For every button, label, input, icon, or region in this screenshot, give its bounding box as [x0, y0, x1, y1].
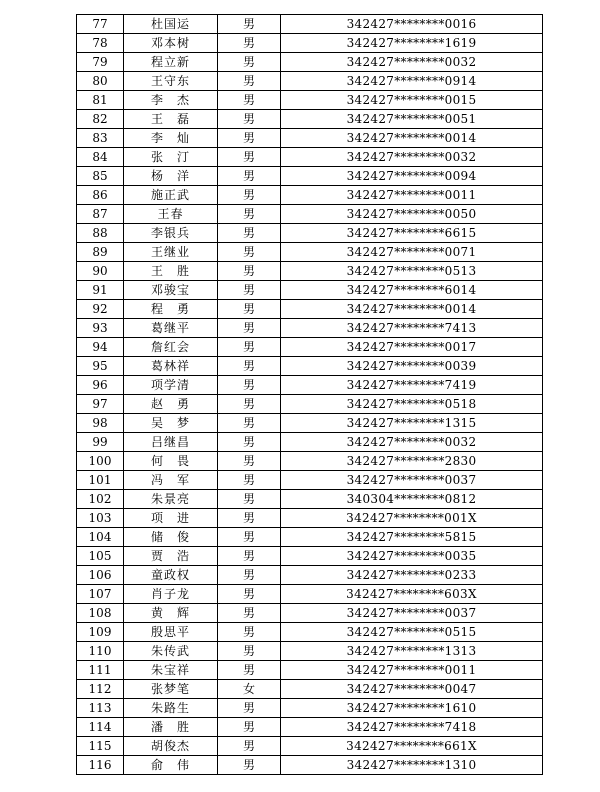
gender: 男 — [218, 433, 281, 452]
person-name: 程 勇 — [124, 300, 218, 319]
row-number: 85 — [77, 167, 124, 186]
row-number: 100 — [77, 452, 124, 471]
id-number: 342427********0914 — [281, 72, 543, 91]
table-row — [77, 34, 543, 53]
row-number: 104 — [77, 528, 124, 547]
gender: 男 — [218, 262, 281, 281]
person-name: 张 汀 — [124, 148, 218, 167]
gender: 男 — [218, 623, 281, 642]
gender: 男 — [218, 148, 281, 167]
id-number: 342427********0037 — [281, 471, 543, 490]
person-name: 杨 洋 — [124, 167, 218, 186]
table-row — [77, 756, 543, 775]
table-row — [77, 110, 543, 129]
id-number: 342427********001X — [281, 509, 543, 528]
person-name: 詹红会 — [124, 338, 218, 357]
row-number: 93 — [77, 319, 124, 338]
table-row — [77, 737, 543, 756]
table-row — [77, 205, 543, 224]
person-name: 李银兵 — [124, 224, 218, 243]
person-name: 杜国运 — [124, 15, 218, 34]
gender: 男 — [218, 72, 281, 91]
table-row — [77, 338, 543, 357]
person-name: 邓本树 — [124, 34, 218, 53]
id-number: 342427********0032 — [281, 148, 543, 167]
roster-table — [76, 14, 543, 775]
id-number: 342427********661X — [281, 737, 543, 756]
roster-table-body — [77, 15, 543, 775]
row-number: 89 — [77, 243, 124, 262]
gender: 男 — [218, 528, 281, 547]
table-row — [77, 547, 543, 566]
gender: 男 — [218, 547, 281, 566]
gender: 男 — [218, 395, 281, 414]
row-number: 108 — [77, 604, 124, 623]
table-row — [77, 509, 543, 528]
table-row — [77, 243, 543, 262]
table-row — [77, 186, 543, 205]
person-name: 王继业 — [124, 243, 218, 262]
gender: 男 — [218, 566, 281, 585]
person-name: 程立新 — [124, 53, 218, 72]
table-row — [77, 680, 543, 699]
gender: 男 — [218, 509, 281, 528]
row-number: 114 — [77, 718, 124, 737]
id-number: 342427********0011 — [281, 186, 543, 205]
table-row — [77, 357, 543, 376]
person-name: 王 磊 — [124, 110, 218, 129]
id-number: 342427********0047 — [281, 680, 543, 699]
table-row — [77, 395, 543, 414]
person-name: 吕继昌 — [124, 433, 218, 452]
person-name: 肖子龙 — [124, 585, 218, 604]
id-number: 342427********0050 — [281, 205, 543, 224]
row-number: 81 — [77, 91, 124, 110]
row-number: 87 — [77, 205, 124, 224]
table-row — [77, 319, 543, 338]
person-name: 俞 伟 — [124, 756, 218, 775]
person-name: 李 杰 — [124, 91, 218, 110]
person-name: 王春 — [124, 205, 218, 224]
table-row — [77, 604, 543, 623]
person-name: 项学清 — [124, 376, 218, 395]
person-name: 项 进 — [124, 509, 218, 528]
gender: 男 — [218, 110, 281, 129]
gender: 男 — [218, 224, 281, 243]
person-name: 朱宝祥 — [124, 661, 218, 680]
id-number: 342427********0014 — [281, 129, 543, 148]
person-name: 邓骏宝 — [124, 281, 218, 300]
row-number: 107 — [77, 585, 124, 604]
gender: 女 — [218, 680, 281, 699]
gender: 男 — [218, 53, 281, 72]
row-number: 102 — [77, 490, 124, 509]
table-row — [77, 129, 543, 148]
id-number: 342427********0016 — [281, 15, 543, 34]
row-number: 92 — [77, 300, 124, 319]
person-name: 王守东 — [124, 72, 218, 91]
person-name: 葛继平 — [124, 319, 218, 338]
id-number: 342427********0515 — [281, 623, 543, 642]
row-number: 99 — [77, 433, 124, 452]
id-number: 342427********0513 — [281, 262, 543, 281]
person-name: 李 灿 — [124, 129, 218, 148]
id-number: 342427********6014 — [281, 281, 543, 300]
id-number: 342427********1619 — [281, 34, 543, 53]
person-name: 赵 勇 — [124, 395, 218, 414]
table-row — [77, 433, 543, 452]
row-number: 116 — [77, 756, 124, 775]
gender: 男 — [218, 338, 281, 357]
row-number: 95 — [77, 357, 124, 376]
id-number: 342427********1315 — [281, 414, 543, 433]
person-name: 朱景亮 — [124, 490, 218, 509]
table-row — [77, 528, 543, 547]
gender: 男 — [218, 718, 281, 737]
gender: 男 — [218, 490, 281, 509]
row-number: 112 — [77, 680, 124, 699]
table-row — [77, 623, 543, 642]
gender: 男 — [218, 642, 281, 661]
table-row — [77, 471, 543, 490]
gender: 男 — [218, 737, 281, 756]
id-number: 342427********7413 — [281, 319, 543, 338]
person-name: 黄 辉 — [124, 604, 218, 623]
gender: 男 — [218, 281, 281, 300]
table-row — [77, 300, 543, 319]
id-number: 342427********5815 — [281, 528, 543, 547]
table-row — [77, 376, 543, 395]
row-number: 91 — [77, 281, 124, 300]
person-name: 葛林祥 — [124, 357, 218, 376]
gender: 男 — [218, 376, 281, 395]
person-name: 胡俊杰 — [124, 737, 218, 756]
gender: 男 — [218, 756, 281, 775]
table-row — [77, 167, 543, 186]
id-number: 342427********0011 — [281, 661, 543, 680]
row-number: 113 — [77, 699, 124, 718]
gender: 男 — [218, 661, 281, 680]
row-number: 96 — [77, 376, 124, 395]
id-number: 342427********0071 — [281, 243, 543, 262]
gender: 男 — [218, 129, 281, 148]
table-row — [77, 718, 543, 737]
row-number: 80 — [77, 72, 124, 91]
row-number: 90 — [77, 262, 124, 281]
id-number: 342427********2830 — [281, 452, 543, 471]
id-number: 342427********0051 — [281, 110, 543, 129]
table-row — [77, 224, 543, 243]
person-name: 何 畏 — [124, 452, 218, 471]
gender: 男 — [218, 699, 281, 718]
gender: 男 — [218, 186, 281, 205]
id-number: 342427********0032 — [281, 433, 543, 452]
table-row — [77, 661, 543, 680]
gender: 男 — [218, 452, 281, 471]
id-number: 342427********6615 — [281, 224, 543, 243]
table-row — [77, 452, 543, 471]
row-number: 97 — [77, 395, 124, 414]
person-name: 王 胜 — [124, 262, 218, 281]
table-row — [77, 91, 543, 110]
person-name: 施正武 — [124, 186, 218, 205]
id-number: 342427********0039 — [281, 357, 543, 376]
table-row — [77, 281, 543, 300]
row-number: 83 — [77, 129, 124, 148]
gender: 男 — [218, 300, 281, 319]
gender: 男 — [218, 34, 281, 53]
table-row — [77, 414, 543, 433]
gender: 男 — [218, 15, 281, 34]
person-name: 贾 浩 — [124, 547, 218, 566]
row-number: 94 — [77, 338, 124, 357]
id-number: 342427********0014 — [281, 300, 543, 319]
person-name: 朱路生 — [124, 699, 218, 718]
table-row — [77, 72, 543, 91]
table-row — [77, 585, 543, 604]
person-name: 潘 胜 — [124, 718, 218, 737]
row-number: 84 — [77, 148, 124, 167]
id-number: 340304********0812 — [281, 490, 543, 509]
gender: 男 — [218, 205, 281, 224]
id-number: 342427********1610 — [281, 699, 543, 718]
row-number: 103 — [77, 509, 124, 528]
table-row — [77, 490, 543, 509]
row-number: 88 — [77, 224, 124, 243]
id-number: 342427********1313 — [281, 642, 543, 661]
gender: 男 — [218, 91, 281, 110]
table-row — [77, 566, 543, 585]
id-number: 342427********0035 — [281, 547, 543, 566]
gender: 男 — [218, 604, 281, 623]
gender: 男 — [218, 585, 281, 604]
row-number: 105 — [77, 547, 124, 566]
gender: 男 — [218, 471, 281, 490]
table-row — [77, 262, 543, 281]
person-name: 殷思平 — [124, 623, 218, 642]
table-row — [77, 53, 543, 72]
id-number: 342427********1310 — [281, 756, 543, 775]
id-number: 342427********0032 — [281, 53, 543, 72]
row-number: 109 — [77, 623, 124, 642]
row-number: 78 — [77, 34, 124, 53]
person-name: 朱传武 — [124, 642, 218, 661]
person-name: 储 俊 — [124, 528, 218, 547]
row-number: 111 — [77, 661, 124, 680]
gender: 男 — [218, 414, 281, 433]
table-row — [77, 642, 543, 661]
gender: 男 — [218, 243, 281, 262]
table-row — [77, 15, 543, 34]
id-number: 342427********0017 — [281, 338, 543, 357]
gender: 男 — [218, 319, 281, 338]
row-number: 86 — [77, 186, 124, 205]
table-row — [77, 699, 543, 718]
row-number: 115 — [77, 737, 124, 756]
table-row — [77, 148, 543, 167]
row-number: 101 — [77, 471, 124, 490]
person-name: 童政权 — [124, 566, 218, 585]
id-number: 342427********0015 — [281, 91, 543, 110]
row-number: 110 — [77, 642, 124, 661]
id-number: 342427********7418 — [281, 718, 543, 737]
id-number: 342427********603X — [281, 585, 543, 604]
person-name: 冯 军 — [124, 471, 218, 490]
person-name: 张梦笔 — [124, 680, 218, 699]
id-number: 342427********0037 — [281, 604, 543, 623]
row-number: 106 — [77, 566, 124, 585]
row-number: 82 — [77, 110, 124, 129]
id-number: 342427********0518 — [281, 395, 543, 414]
person-name: 吴 梦 — [124, 414, 218, 433]
gender: 男 — [218, 167, 281, 186]
row-number: 77 — [77, 15, 124, 34]
row-number: 98 — [77, 414, 124, 433]
gender: 男 — [218, 357, 281, 376]
id-number: 342427********0094 — [281, 167, 543, 186]
row-number: 79 — [77, 53, 124, 72]
id-number: 342427********0233 — [281, 566, 543, 585]
id-number: 342427********7419 — [281, 376, 543, 395]
